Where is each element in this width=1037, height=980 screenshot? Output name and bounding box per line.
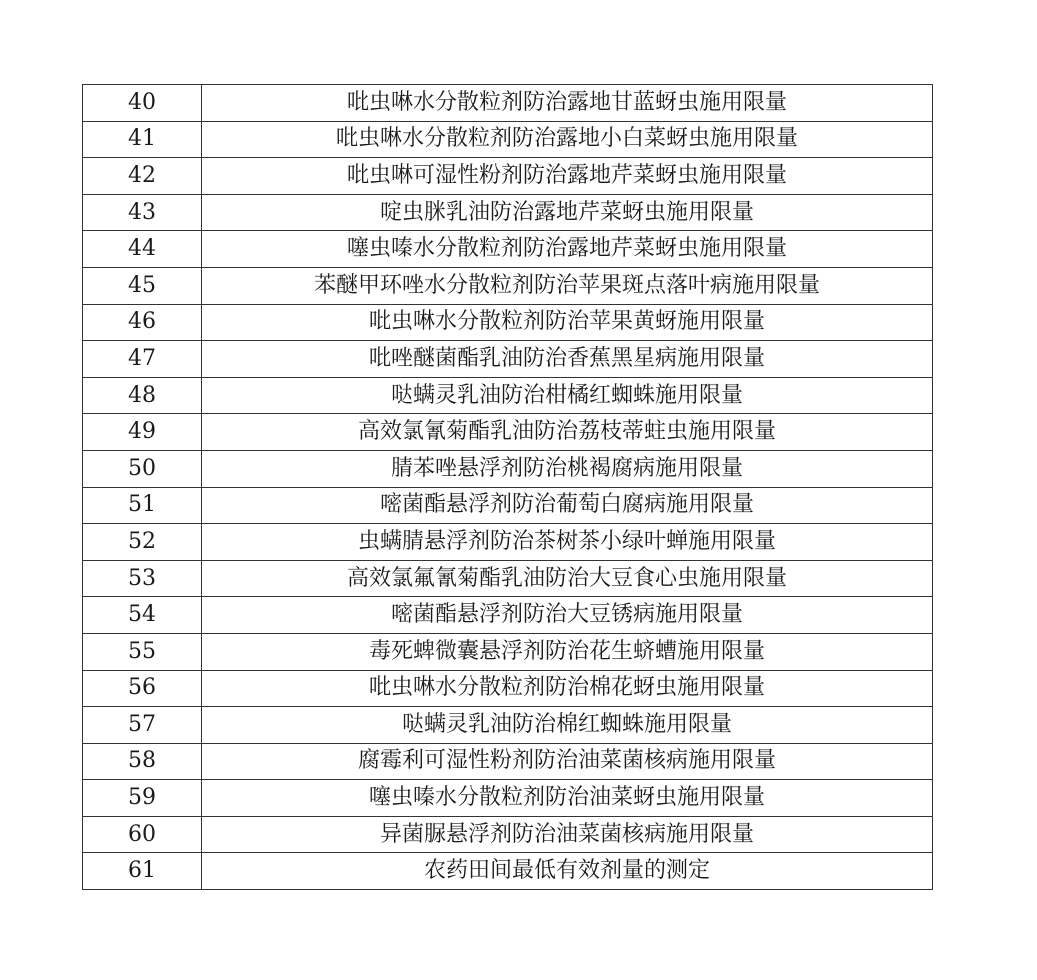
row-title: 高效氯氰菊酯乳油防治荔枝蒂蛀虫施用限量 (202, 414, 933, 451)
row-number: 58 (83, 743, 202, 780)
row-number: 42 (83, 158, 202, 195)
row-title: 吡虫啉水分散粒剂防治棉花蚜虫施用限量 (202, 670, 933, 707)
row-number: 49 (83, 414, 202, 451)
row-number: 47 (83, 341, 202, 378)
row-title: 嘧菌酯悬浮剂防治葡萄白腐病施用限量 (202, 487, 933, 524)
row-title: 吡唑醚菌酯乳油防治香蕉黑星病施用限量 (202, 341, 933, 378)
table-row (83, 707, 933, 744)
table-row (83, 780, 933, 817)
table-row (83, 377, 933, 414)
row-number: 60 (83, 816, 202, 853)
table-row (83, 633, 933, 670)
table-row (83, 231, 933, 268)
table-row (83, 158, 933, 195)
row-title: 农药田间最低有效剂量的测定 (202, 853, 933, 890)
row-title: 高效氯氟氰菊酯乳油防治大豆食心虫施用限量 (202, 560, 933, 597)
row-title: 虫螨腈悬浮剂防治茶树茶小绿叶蝉施用限量 (202, 524, 933, 561)
row-number: 55 (83, 633, 202, 670)
table-row (83, 414, 933, 451)
table-row (83, 121, 933, 158)
row-number: 48 (83, 377, 202, 414)
row-number: 52 (83, 524, 202, 561)
table-row (83, 670, 933, 707)
row-number: 46 (83, 304, 202, 341)
row-title: 哒螨灵乳油防治柑橘红蜘蛛施用限量 (202, 377, 933, 414)
row-number: 54 (83, 597, 202, 634)
row-number: 43 (83, 194, 202, 231)
row-title: 苯醚甲环唑水分散粒剂防治苹果斑点落叶病施用限量 (202, 267, 933, 304)
table-row (83, 816, 933, 853)
row-number: 51 (83, 487, 202, 524)
row-title: 吡虫啉水分散粒剂防治露地甘蓝蚜虫施用限量 (202, 85, 933, 122)
table-row (83, 341, 933, 378)
table-row (83, 85, 933, 122)
row-number: 57 (83, 707, 202, 744)
table-row (83, 524, 933, 561)
row-title: 毒死蜱微囊悬浮剂防治花生蛴螬施用限量 (202, 633, 933, 670)
row-number: 45 (83, 267, 202, 304)
table-row (83, 853, 933, 890)
table-row (83, 743, 933, 780)
row-title: 吡虫啉可湿性粉剂防治露地芹菜蚜虫施用限量 (202, 158, 933, 195)
row-number: 56 (83, 670, 202, 707)
row-title: 噻虫嗪水分散粒剂防治露地芹菜蚜虫施用限量 (202, 231, 933, 268)
table-row (83, 487, 933, 524)
row-number: 44 (83, 231, 202, 268)
table-row (83, 267, 933, 304)
row-number: 59 (83, 780, 202, 817)
table-row (83, 450, 933, 487)
row-title: 腈苯唑悬浮剂防治桃褐腐病施用限量 (202, 450, 933, 487)
row-title: 腐霉利可湿性粉剂防治油菜菌核病施用限量 (202, 743, 933, 780)
row-title: 噻虫嗪水分散粒剂防治油菜蚜虫施用限量 (202, 780, 933, 817)
row-number: 53 (83, 560, 202, 597)
row-number: 41 (83, 121, 202, 158)
table-row (83, 597, 933, 634)
row-number: 40 (83, 85, 202, 122)
row-number: 61 (83, 853, 202, 890)
standards-table (82, 84, 933, 890)
row-title: 吡虫啉水分散粒剂防治露地小白菜蚜虫施用限量 (202, 121, 933, 158)
table-body (83, 85, 933, 890)
row-title: 异菌脲悬浮剂防治油菜菌核病施用限量 (202, 816, 933, 853)
table-row (83, 194, 933, 231)
row-title: 哒螨灵乳油防治棉红蜘蛛施用限量 (202, 707, 933, 744)
row-title: 嘧菌酯悬浮剂防治大豆锈病施用限量 (202, 597, 933, 634)
table-row (83, 560, 933, 597)
row-number: 50 (83, 450, 202, 487)
table-row (83, 304, 933, 341)
row-title: 吡虫啉水分散粒剂防治苹果黄蚜施用限量 (202, 304, 933, 341)
row-title: 啶虫脒乳油防治露地芹菜蚜虫施用限量 (202, 194, 933, 231)
